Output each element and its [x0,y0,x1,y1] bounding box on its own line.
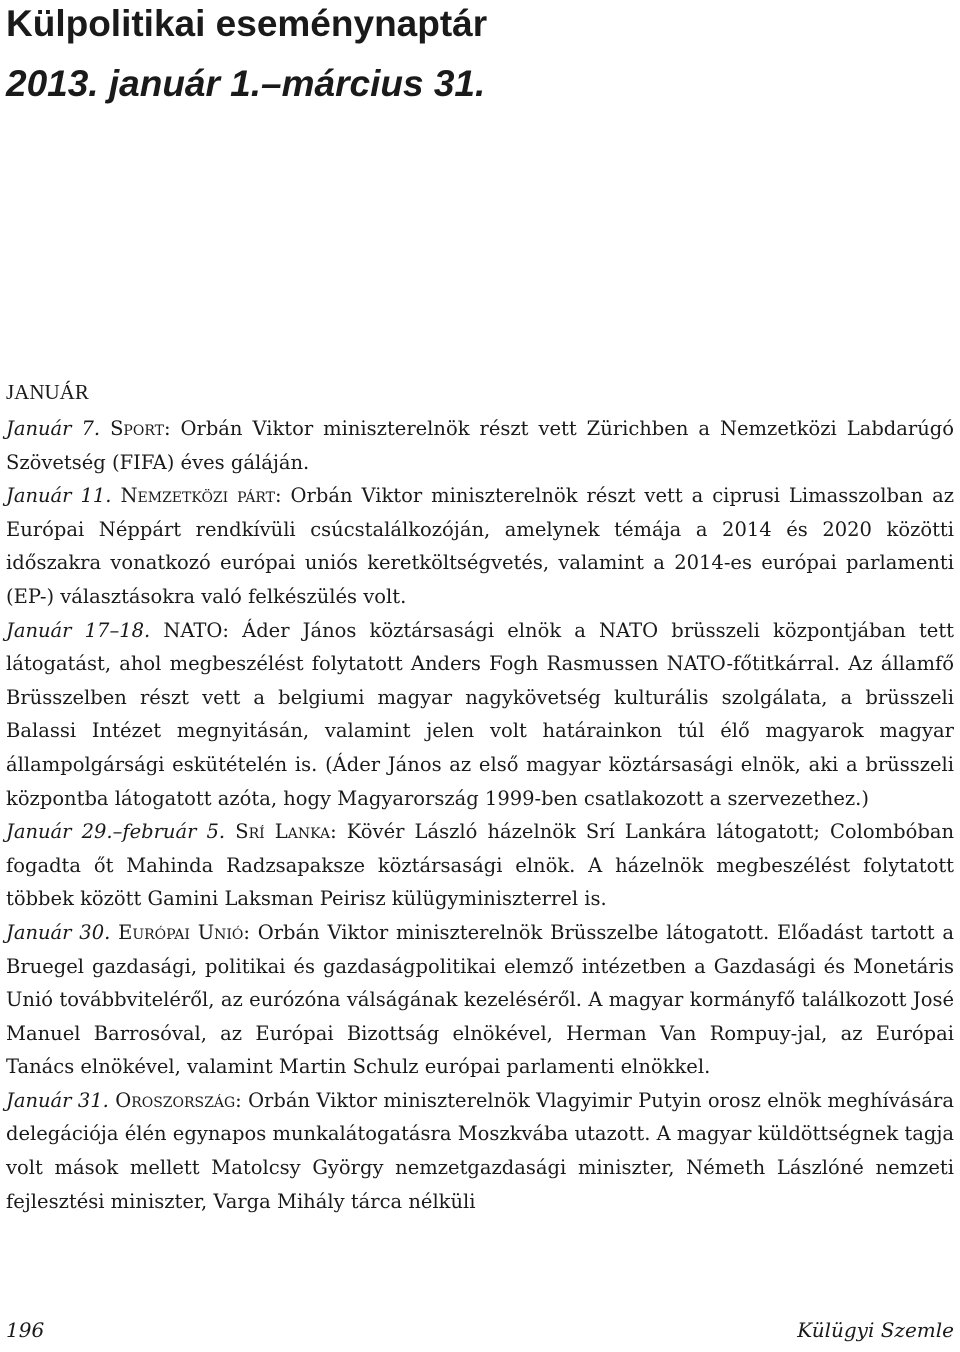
entry-topic: Nemzetközi párt: [120,484,282,508]
entry-topic: Srí Lanka: [235,820,337,844]
journal-name: Külügyi Szemle [797,1318,954,1342]
entry-text: Orbán Viktor miniszterelnök Brüsszelbe látogatott. Előadást tartott a Bruegel gazdasági, politikai és gazdaságpolitikai elemző intézetben a Gazdasági és Monetáris Unió továbbviteléről, az eurózóna válságának kezeléséről. A magyar kormányfő találkozott José Manuel Barrosóval, az Európai Bizottság elnökével, Herman Van Rompuy-jal, az Európai Tanács elnökével, valamint Martin Schulz európai parlamenti elnökkel. [6,920,954,1079]
page-number: 196 [6,1318,45,1342]
calendar-entry [6,479,954,613]
entry-date: Január 30. [6,920,111,944]
calendar-entry [6,412,954,479]
calendar-entry [6,815,954,916]
date-range-subtitle: 2013. január 1.–március 31. [6,63,486,104]
entry-text: Kövér László házelnök Srí Lankára látogatott; Colombóban fogadta őt Mahinda Radzsapaksze köztársasági elnök. A házelnök megbeszélést folytatott többek között Gamini Laksman Peirisz külügyminiszterrel is. [6,820,955,911]
entry-topic: Európai Unió: [118,920,250,944]
entry-text: Orbán Viktor miniszterelnök részt vett a ciprusi Limasszolban az Európai Néppárt rendkívüli csúcstalálkozóján, amelynek témája a 2014 és 2020 közötti időszakra vonatkozó európai uniós keretköltségvetés, valamint a 2014-es európai parlamenti (EP-) választásokra való felkészülés volt. [6,484,955,608]
entry-date: Január 17–18. [6,618,151,642]
entry-topic: Sport: [110,417,171,440]
page-title: Külpolitikai eseménynaptár [6,3,488,44]
entry-date: Január 31. [6,1088,109,1112]
calendar-body [6,372,954,1218]
entry-text: Orbán Viktor miniszterelnök Vlagyimir Putyin orosz elnök meghívására delegációja élén egynapos munkalátogatásra Moszkvába utazott. A magyar küldöttségnek tagja volt mások mellett Matolcsy György nemzetgazdasági miniszter, Németh Lászlóné nemzeti fejlesztési miniszter, Varga Mihály tárca nélküli [6,1088,955,1213]
entry-date: Január 29.–február 5. [6,820,226,844]
month-heading: JANUÁR [6,380,89,404]
entry-topic: Oroszország: [115,1088,242,1112]
entry-date: Január 11. [6,484,112,508]
calendar-entry [6,614,954,816]
entry-text: Orbán Viktor miniszterelnök részt vett Zürichben a Nemzetközi Labdarúgó Szövetség (FIFA) éves gáláján. [6,417,955,474]
entry-text: NATO: Áder János köztársasági elnök a NATO brüsszeli központjában tett látogatást, ahol megbeszélést folytatott Anders Fogh Rasmussen NATO-főtitkárral. Az államfő Brüsszelben részt vett a belgiumi magyar nagykövetség kulturális szolgálata, a brüsszeli Balassi Intézet megnyitásán, valamint jelen volt határainkon túl élő magyarok magyar állampolgársági eskütételén is. (Áder János az első magyar köztársasági elnök, aki a brüsszeli központba látogatott azóta, hogy Magyarország 1999-ben csatlakozott a szervezethez.) [6,618,954,810]
calendar-entry [6,916,954,1084]
entry-date: Január 7. [6,417,101,440]
calendar-entry [6,1084,954,1218]
